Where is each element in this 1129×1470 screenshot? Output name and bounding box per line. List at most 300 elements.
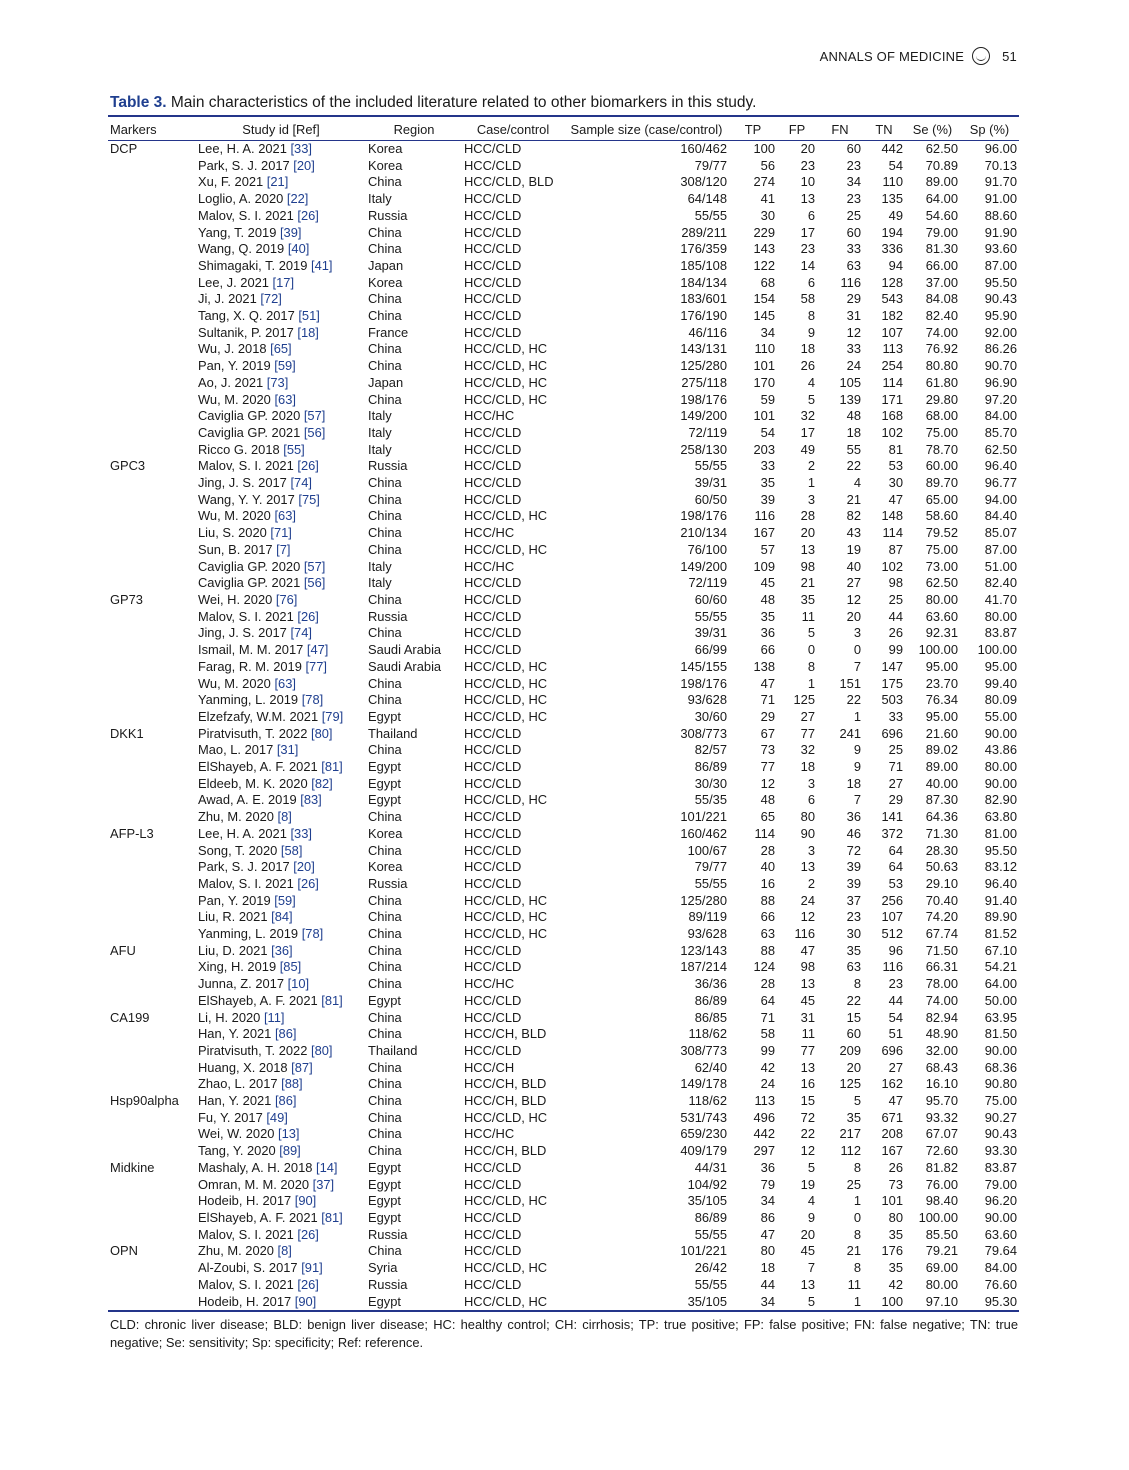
study-name: Huang, X. 2018 — [198, 1059, 292, 1075]
reference-link[interactable]: [11] — [263, 1009, 285, 1025]
cell-fn: 21 — [846, 1243, 861, 1259]
cell-marker — [108, 759, 196, 776]
study-name: Wei, W. 2020 — [198, 1126, 279, 1142]
cell-sample-size: 86/89 — [694, 759, 727, 775]
study-name: Al-Zoubi, S. 2017 — [198, 1260, 302, 1276]
cell-fn: 1 — [853, 708, 861, 724]
cell-tp: 67 — [760, 725, 775, 741]
cell-region: Saudi Arabia — [368, 642, 442, 658]
cell-sample-size: 26/42 — [694, 1260, 727, 1276]
table-row — [108, 358, 1019, 375]
cell-sp: 85.70 — [984, 424, 1017, 440]
cell-region: China — [368, 491, 402, 507]
reference-link[interactable]: [59] — [274, 358, 296, 374]
reference-link[interactable]: [58] — [280, 842, 303, 858]
reference-link[interactable]: [8] — [277, 809, 292, 825]
cell-sample-size: 183/601 — [680, 291, 727, 307]
table-row — [108, 174, 1019, 191]
reference-link[interactable]: [91] — [301, 1260, 323, 1276]
cell-tn: 336 — [881, 241, 903, 257]
cell-fn: 20 — [846, 608, 861, 624]
cell-tp: 40 — [760, 859, 775, 875]
cell-se: 76.00 — [925, 1176, 958, 1192]
reference-link[interactable]: [10] — [287, 976, 310, 992]
study-name: Li, H. 2020 — [198, 1009, 264, 1025]
cell-case-control: HCC/CH — [464, 1059, 515, 1075]
cell-marker — [108, 559, 196, 576]
cell-region: China — [368, 508, 402, 524]
cell-fp: 27 — [800, 708, 815, 724]
cell-region: Egypt — [368, 1176, 401, 1192]
cell-sp: 87.00 — [984, 257, 1017, 273]
cell-fn: 23 — [846, 157, 861, 173]
cell-study-id — [196, 508, 366, 525]
col-header-tp: TP — [729, 116, 777, 141]
cell-case-control: HCC/CLD — [464, 959, 522, 975]
cell-tp: 229 — [753, 224, 775, 240]
cell-tn: 33 — [888, 708, 903, 724]
cell-case-control: HCC/CLD, HC — [464, 909, 548, 925]
reference-link[interactable]: [81] — [321, 992, 343, 1008]
cell-sample-size: 149/200 — [680, 408, 727, 424]
reference-link[interactable]: [18] — [297, 324, 319, 340]
cell-sample-size: 308/773 — [680, 1042, 727, 1058]
cell-fn: 60 — [846, 1026, 861, 1042]
cell-marker — [108, 976, 196, 993]
reference-link[interactable]: [56] — [303, 575, 326, 591]
cell-fp: 18 — [800, 759, 815, 775]
cell-region: Russia — [368, 1226, 408, 1242]
cell-tn: 99 — [888, 642, 903, 658]
cell-region: Egypt — [368, 759, 401, 775]
cell-study-id — [196, 191, 366, 208]
cell-sample-size: 79/77 — [694, 859, 727, 875]
reference-link[interactable]: [74] — [290, 625, 312, 641]
cell-tp: 41 — [760, 191, 775, 207]
study-name: Wu, M. 2020 — [198, 391, 275, 407]
table-footnote: CLD: chronic liver disease; BLD: benign liver disease; HC: healthy control; CH: cirrhosis; TP: true positive; FP: false positive; FN: false negative; TN: true negative; Se: sensitivity; Sp: specificity; Ref: reference. — [110, 1317, 1018, 1350]
cell-tp: 35 — [760, 475, 775, 491]
cell-region: Korea — [368, 157, 403, 173]
reference-link[interactable]: [56] — [303, 424, 326, 440]
reference-link[interactable]: [90] — [294, 1193, 317, 1209]
reference-link[interactable]: [39] — [279, 224, 302, 240]
cell-study-id — [196, 208, 366, 225]
reference-link[interactable]: [26] — [297, 207, 319, 223]
cell-sp: 87.00 — [984, 541, 1017, 557]
cell-fp: 6 — [807, 207, 815, 223]
reference-link[interactable]: [72] — [260, 291, 282, 307]
table-row — [108, 542, 1019, 559]
cell-sample-size: 86/89 — [694, 992, 727, 1008]
cell-se: 64.00 — [925, 191, 958, 207]
reference-link[interactable]: [26] — [297, 608, 319, 624]
table-row — [108, 859, 1019, 876]
reference-link[interactable]: [31] — [276, 742, 299, 758]
table-row — [108, 909, 1019, 926]
cell-fp: 4 — [807, 1193, 815, 1209]
cell-se: 72.60 — [925, 1143, 958, 1159]
reference-link[interactable]: [63] — [274, 675, 296, 691]
cell-sp: 93.60 — [984, 241, 1017, 257]
cell-tn: 696 — [881, 725, 903, 741]
cell-fp: 22 — [800, 1126, 815, 1142]
cell-region: China — [368, 959, 402, 975]
cell-tp: 45 — [760, 575, 775, 591]
cell-tp: 116 — [754, 508, 775, 524]
cell-tp: 48 — [760, 792, 775, 808]
reference-link[interactable]: [8] — [277, 1243, 292, 1259]
cell-marker — [108, 609, 196, 626]
cell-sp: 96.20 — [984, 1193, 1017, 1209]
cell-tn: 73 — [888, 1176, 903, 1192]
reference-link[interactable]: [85] — [279, 959, 302, 975]
cell-marker — [108, 792, 196, 809]
cell-tn: 162 — [881, 1076, 903, 1092]
cell-marker — [108, 225, 196, 242]
reference-link[interactable]: [17] — [272, 274, 295, 290]
reference-link[interactable]: [33] — [290, 141, 312, 156]
cell-sample-size: 176/190 — [680, 308, 727, 324]
reference-link[interactable]: [74] — [290, 475, 312, 491]
cell-fn: 48 — [846, 408, 861, 424]
cell-tn: 175 — [881, 675, 903, 691]
reference-link[interactable]: [55] — [283, 441, 305, 457]
cell-fn: 12 — [846, 591, 861, 607]
cell-marker — [108, 1277, 196, 1294]
cell-sp: 84.40 — [984, 508, 1017, 524]
cell-sample-size: 86/89 — [694, 1210, 727, 1225]
reference-link[interactable]: [14] — [316, 1159, 338, 1175]
cell-study-id — [196, 759, 366, 776]
cell-study-id — [196, 492, 366, 509]
reference-link[interactable]: [73] — [266, 374, 289, 390]
cell-se: 75.00 — [925, 424, 958, 440]
reference-link[interactable]: [81] — [321, 1210, 343, 1225]
reference-link[interactable]: [71] — [270, 525, 292, 541]
cell-case-control: HCC/CLD — [464, 775, 522, 791]
cell-se: 66.00 — [925, 257, 958, 273]
reference-link[interactable]: [81] — [321, 759, 343, 775]
cell-sample-size: 308/120 — [680, 174, 727, 190]
cell-fn: 217 — [839, 1126, 861, 1142]
cell-marker — [108, 926, 196, 943]
cell-fp: 5 — [807, 625, 815, 641]
study-name: Park, S. J. 2017 — [198, 157, 294, 173]
cell-tn: 71 — [888, 759, 903, 775]
cell-marker — [108, 442, 196, 459]
cell-fp: 2 — [807, 458, 815, 474]
cell-sample-size: 275/118 — [681, 374, 727, 390]
cell-fp: 20 — [800, 1226, 815, 1242]
cell-sp: 96.40 — [984, 458, 1017, 474]
reference-link[interactable]: [22] — [286, 191, 309, 207]
cell-case-control: HCC/CLD — [464, 308, 522, 324]
cell-study-id — [196, 1010, 366, 1027]
cell-tn: 512 — [881, 926, 903, 942]
cell-study-id — [196, 742, 366, 759]
reference-link[interactable]: [49] — [266, 1109, 288, 1125]
cell-tp: 30 — [760, 207, 775, 223]
cell-case-control: HCC/CH, BLD — [464, 1076, 547, 1092]
reference-link[interactable]: [21] — [266, 174, 289, 190]
reference-link[interactable]: [78] — [301, 692, 324, 708]
reference-link[interactable]: [33] — [290, 825, 312, 841]
cell-tp: 54 — [760, 424, 775, 440]
reference-link[interactable]: [7] — [276, 541, 291, 557]
reference-link[interactable]: [78] — [301, 926, 324, 942]
cell-se: 76.34 — [925, 692, 958, 708]
cell-tn: 51 — [888, 1026, 903, 1042]
cell-fn: 125 — [839, 1076, 861, 1092]
cell-case-control: HCC/CLD, HC — [464, 391, 548, 407]
cell-tp: 79 — [760, 1176, 775, 1192]
reference-link[interactable]: [26] — [297, 1276, 319, 1292]
reference-link[interactable]: [41] — [310, 257, 333, 273]
cell-sample-size: 55/55 — [694, 1276, 727, 1292]
cell-sp: 89.90 — [984, 909, 1017, 925]
study-name: Lee, J. 2021 — [198, 274, 273, 290]
cell-tn: 54 — [888, 1009, 903, 1025]
cell-se: 81.82 — [925, 1159, 958, 1175]
reference-link[interactable]: [20] — [293, 157, 315, 173]
reference-link[interactable]: [40] — [287, 241, 310, 257]
cell-marker — [108, 876, 196, 893]
cell-case-control: HCC/CLD — [464, 475, 522, 491]
cell-study-id — [196, 291, 366, 308]
reference-link[interactable]: [26] — [297, 875, 319, 891]
reference-link[interactable]: [77] — [305, 658, 327, 674]
cell-marker — [108, 275, 196, 292]
cell-study-id — [196, 993, 366, 1010]
cell-case-control: HCC/CLD, HC — [464, 692, 548, 708]
cell-tn: 114 — [882, 525, 903, 541]
reference-link[interactable]: [20] — [293, 859, 315, 875]
table-row — [108, 876, 1019, 893]
cell-sp: 79.00 — [984, 1176, 1017, 1192]
table-row — [108, 442, 1019, 459]
cell-tp: 88 — [760, 942, 775, 958]
cell-case-control: HCC/CLD — [464, 424, 522, 440]
reference-link[interactable]: [76] — [275, 591, 298, 607]
study-name: Yanming, L. 2019 — [198, 692, 302, 708]
cell-se: 78.70 — [925, 441, 958, 457]
table-row — [108, 575, 1019, 592]
reference-link[interactable]: [57] — [303, 408, 326, 424]
cell-sample-size: 101/221 — [680, 809, 727, 825]
reference-link[interactable]: [37] — [312, 1176, 335, 1192]
cell-case-control: HCC/CLD — [464, 1042, 522, 1058]
reference-link[interactable]: [88] — [281, 1076, 303, 1092]
cell-fp: 5 — [807, 1159, 815, 1175]
cell-region: Thailand — [368, 1042, 418, 1058]
cell-fn: 55 — [846, 441, 861, 457]
table-row — [108, 625, 1019, 642]
cell-tn: 100 — [863, 1294, 905, 1312]
reference-link[interactable]: [63] — [274, 391, 296, 407]
study-name: Han, Y. 2021 — [198, 1026, 275, 1042]
col-header-tn: TN — [863, 116, 905, 141]
cell-fn: 22 — [846, 692, 861, 708]
cell-study-id — [196, 308, 366, 325]
table-caption — [110, 94, 756, 112]
cell-case-control: HCC/CLD — [464, 809, 522, 825]
table-row — [108, 492, 1019, 509]
reference-link[interactable]: [90] — [294, 1293, 317, 1309]
study-name: Caviglia GP. 2020 — [198, 408, 304, 424]
reference-link[interactable]: [47] — [306, 642, 329, 658]
cell-tp: 66 — [760, 642, 775, 658]
study-name: Song, T. 2020 — [198, 842, 281, 858]
cell-case-control: HCC/CLD, HC — [464, 792, 548, 808]
reference-link[interactable]: [13] — [278, 1126, 300, 1142]
reference-link[interactable]: [83] — [300, 792, 322, 808]
table-row — [108, 592, 1019, 609]
table-row — [108, 225, 1019, 242]
cell-region: China — [368, 1026, 402, 1042]
reference-link[interactable]: [51] — [298, 308, 320, 324]
cell-tn: 107 — [881, 324, 903, 340]
cell-marker — [108, 475, 196, 492]
cell-fp: 116 — [794, 926, 815, 942]
cell-region: China — [368, 625, 402, 641]
cell-tp: 34 — [760, 324, 775, 340]
study-name: Mashaly, A. H. 2018 — [198, 1159, 316, 1175]
reference-link[interactable]: [80] — [310, 1042, 333, 1058]
cell-case-control: HCC/CLD, HC — [464, 926, 548, 942]
cell-se: 67.07 — [925, 1126, 958, 1142]
cell-se: 76.92 — [925, 341, 958, 357]
cell-sample-size: 187/214 — [680, 959, 727, 975]
cell-fn: 8 — [853, 976, 861, 992]
reference-link[interactable]: [80] — [310, 725, 333, 741]
cell-sp: 70.13 — [984, 157, 1017, 173]
cell-se: 21.60 — [925, 725, 958, 741]
reference-link[interactable]: [79] — [321, 708, 344, 724]
cell-se: 68.43 — [925, 1059, 958, 1075]
cell-sample-size: 30/60 — [694, 708, 727, 724]
reference-link[interactable]: [36] — [271, 942, 293, 958]
cell-tp: 122 — [753, 257, 775, 273]
cell-fn: 46 — [846, 825, 861, 841]
cell-tp: 36 — [760, 1159, 775, 1175]
cell-fp: 98 — [800, 959, 815, 975]
reference-link[interactable]: [26] — [297, 1226, 319, 1242]
study-name: Loglio, A. 2020 — [198, 191, 287, 207]
cell-tn: 167 — [881, 1143, 903, 1159]
cell-sp: 43.86 — [984, 742, 1017, 758]
cell-fn: 33 — [846, 241, 861, 257]
reference-link[interactable]: [87] — [291, 1059, 313, 1075]
cell-region: China — [368, 291, 402, 307]
cell-sample-size: 149/178 — [680, 1076, 727, 1092]
cell-case-control: HCC/CLD — [464, 1159, 522, 1175]
reference-link[interactable]: [63] — [274, 508, 296, 524]
reference-link[interactable]: [89] — [279, 1143, 301, 1159]
cell-fp: 15 — [800, 1093, 815, 1109]
cell-region: Japan — [368, 374, 404, 390]
reference-link[interactable]: [82] — [311, 775, 333, 791]
cell-sp: 96.90 — [984, 374, 1017, 390]
cell-marker: DCP — [110, 141, 138, 156]
table-container — [108, 115, 1019, 1312]
table-row — [108, 291, 1019, 308]
cell-region: Egypt — [366, 1294, 462, 1312]
reference-link[interactable]: [86] — [274, 1026, 297, 1042]
cell-se: 16.10 — [925, 1076, 958, 1092]
study-name: Park, S. J. 2017 — [198, 859, 294, 875]
study-name: Xing, H. 2019 — [198, 959, 280, 975]
cell-sp: 82.40 — [984, 575, 1017, 591]
reference-link[interactable]: [57] — [303, 558, 326, 574]
table-row — [108, 308, 1019, 325]
reference-link[interactable]: [59] — [274, 892, 296, 908]
cell-fn: 23 — [846, 191, 861, 207]
cell-tp: 33 — [760, 458, 775, 474]
cell-fn: 151 — [839, 675, 861, 691]
table-row — [108, 275, 1019, 292]
table-row — [108, 1177, 1019, 1194]
cell-fn: 31 — [846, 308, 861, 324]
cell-tp: 28 — [760, 976, 775, 992]
cell-marker — [108, 291, 196, 308]
cell-sp: 91.40 — [984, 892, 1017, 908]
cell-fn: 63 — [846, 959, 861, 975]
reference-link[interactable]: [84] — [271, 909, 293, 925]
cell-fp: 45 — [800, 1243, 815, 1259]
running-head — [820, 47, 1017, 65]
cell-se: 100.00 — [918, 642, 958, 658]
cell-sp: 92.00 — [984, 324, 1017, 340]
cell-tp: 63 — [760, 926, 775, 942]
cell-tp: 36 — [760, 625, 775, 641]
cell-fp: 8 — [807, 658, 815, 674]
cell-sp: 96.40 — [984, 875, 1017, 891]
cell-sample-size: 143/131 — [680, 341, 727, 357]
cell-region: Egypt — [368, 1210, 401, 1225]
cell-tn: 114 — [882, 374, 903, 390]
cell-fn: 22 — [846, 992, 861, 1008]
cell-se: 74.00 — [925, 324, 958, 340]
cell-sp: 79.64 — [984, 1243, 1017, 1259]
table-row — [108, 1260, 1019, 1277]
cell-marker: GPC3 — [110, 458, 146, 474]
study-name: Ao, J. 2021 — [198, 374, 267, 390]
cell-case-control: HCC/HC — [464, 558, 515, 574]
table-row — [108, 676, 1019, 693]
cell-sp: 50.00 — [984, 992, 1017, 1008]
cell-sample-size: 60/60 — [694, 591, 727, 607]
reference-link[interactable]: [26] — [297, 458, 319, 474]
reference-link[interactable]: [86] — [274, 1093, 297, 1109]
cell-study-id — [196, 809, 366, 826]
cell-sample-size: 86/85 — [694, 1009, 727, 1025]
reference-link[interactable]: [75] — [298, 491, 320, 507]
cell-fn: 72 — [846, 842, 861, 858]
reference-link[interactable]: [65] — [270, 341, 292, 357]
cell-region: China — [368, 909, 402, 925]
cell-case-control: HCC/HC — [464, 525, 515, 541]
cell-study-id — [196, 1193, 366, 1210]
cell-region: Italy — [368, 191, 392, 207]
cell-marker — [108, 1060, 196, 1077]
cell-tp: 64 — [760, 992, 775, 1008]
cell-sample-size: 198/176 — [680, 391, 727, 407]
cell-study-id — [196, 893, 366, 910]
cell-sample-size: 198/176 — [680, 508, 727, 524]
cell-tn: 35 — [888, 1226, 903, 1242]
cell-sample-size: 160/462 — [680, 825, 727, 841]
